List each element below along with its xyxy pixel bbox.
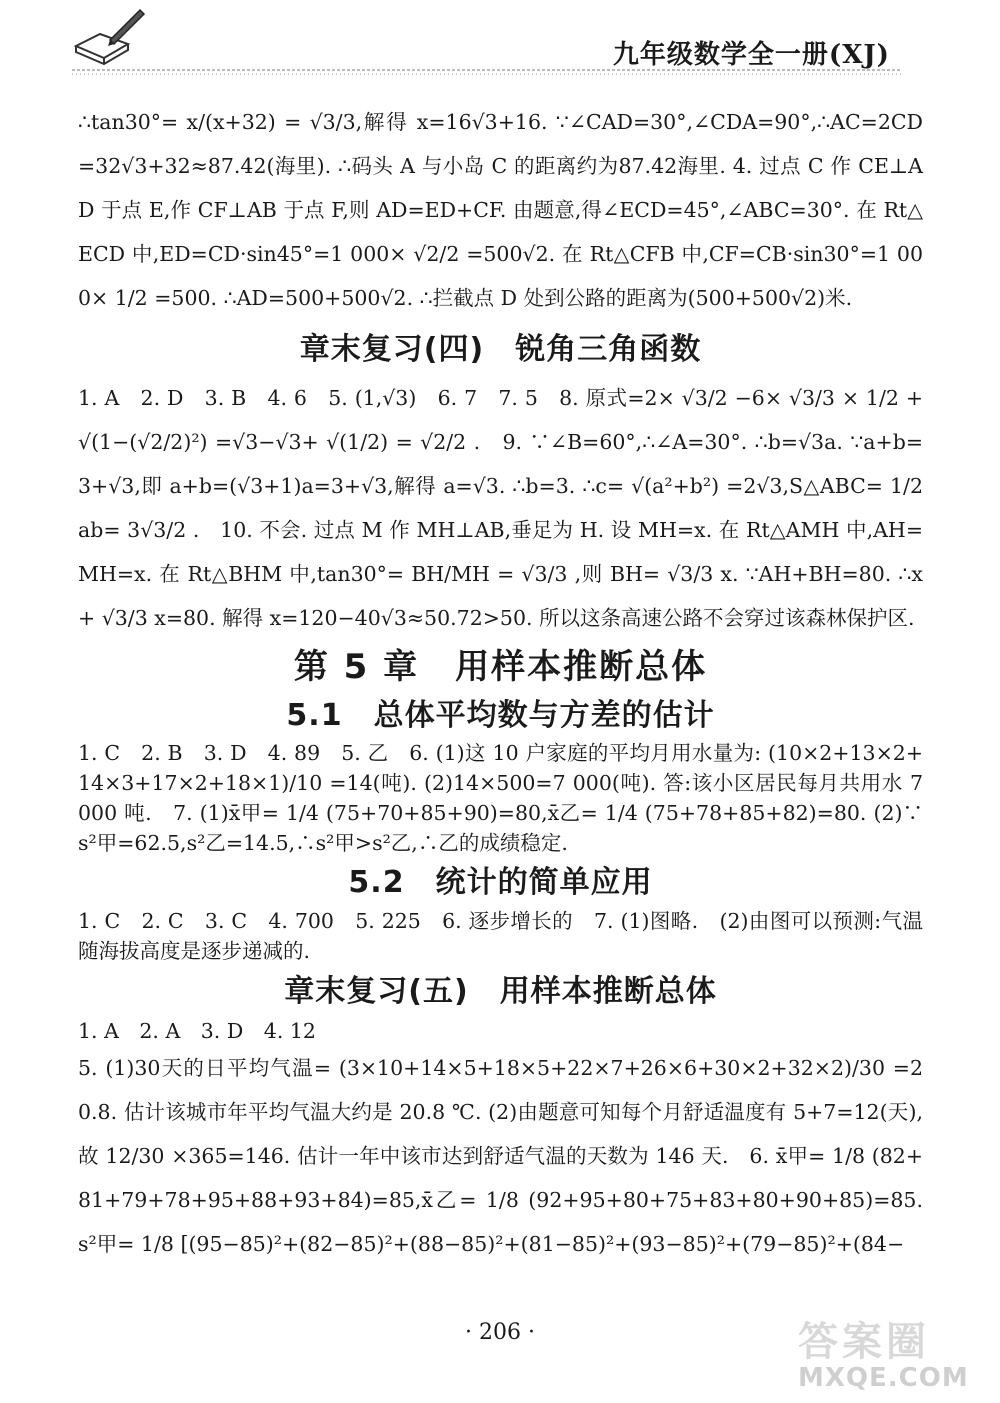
answer-block-review-4: 1. A 2. D 3. B 4. 6 5. (1,√3) 6. 7 7. 5 8. 原式=2× √3/2 −6× √3/3 × 1/2 + √(1−(√2/2)²) =√3−√3+ √(1/2) = √2/2 . 9. ∵∠B=60°,∴∠A=30°. ∴b=√3a. ∵a+b=3+√3,即 a+b=(√3+1)a=3+√3,解得 a=√3. ∴b=3. ∴c= √(a²+b²) =2√3,S△ABC= 1/2 ab= 3√3/2 . 10. 不会. 过点 M 作 MH⊥AB,垂足为 H. 设 MH=x. 在 Rt△AMH 中,AH=MH=x. 在 Rt△BHM 中,tan30°= BH/MH = √3/3 ,则 BH= √3/3 x. ∵AH+BH=80. ∴x+ √3/3 x=80. 解得 x=120−40√3≈50.72>50. 所以这条高速公路不会穿过该森林保护区. [78, 386, 923, 630]
header-title: 九年级数学全一册(XJ) [612, 40, 890, 70]
watermark [798, 1310, 988, 1395]
section-heading-5-1: 5.1 总体平均数与方差的估计 [286, 698, 715, 733]
section-heading-5-2: 5.2 统计的简单应用 [348, 865, 653, 900]
watermark-logo-text: 答案圈 [798, 1319, 930, 1365]
section-heading-review-5: 章末复习(五) 用样本推断总体 [284, 974, 717, 1009]
header-rule [72, 68, 902, 76]
pencil-book-icon [70, 6, 150, 70]
answer-block-ch4-end: ∴tan30°= x/(x+32) = √3/3,解得 x=16√3+16. ∵∠CAD=30°,∠CDA=90°,∴AC=2CD=32√3+32≈87.42(海里). ∴码头 A 与小岛 C 的距离约为87.42海里. 4. 过点 C 作 CE⊥AD 于点 E,作 CF⊥AB 于点 F,则 AD=ED+CF. 由题意,得∠ECD=45°,∠ABC=30°. 在 Rt△ECD 中,ED=CD·sin45°=1 000× √2/2 =500√2. 在 Rt△CFB 中,CF=CB·sin30°=1 000× 1/2 =500. ∴AD=500+500√2. ∴拦截点 D 处到公路的距离为(500+500√2)米. [78, 110, 923, 310]
answer-block-review-5: 5. (1)30天的日平均气温= (3×10+14×5+18×5+22×7+26×6+30×2+32×2)/30 =20.8. 估计该城市年平均气温大约是 20.8 ℃. (2)由题意可知每个月舒适温度有 5+7=12(天),故 12/30 ×365=146. 估计一年中该市达到舒适气温的天数为 146 天. 6. x̄甲= 1/8 (82+81+79+78+95+88+93+84)=85,x̄乙= 1/8 (92+95+80+75+83+80+90+85)=85. s²甲= 1/8 [(95−85)²+(82−85)²+(88−85)²+(81−85)²+(93−85)²+(79−85)²+(84− [78, 1056, 923, 1256]
section-heading-review-4: 章末复习(四) 锐角三角函数 [299, 332, 702, 367]
page-number: · 206 · [465, 1320, 535, 1345]
chapter-heading-5: 第 5 章 用样本推断总体 [293, 647, 708, 687]
answer-block-5-2: 1. C 2. C 3. C 4. 700 5. 225 6. 逐步增长的 7. (1)图略. (2)由图可以预测:气温随海拔高度是逐步递减的. [78, 909, 923, 963]
answer-block-review-5-choices: 1. A 2. A 3. D 4. 12 [78, 1019, 316, 1043]
page-content [78, 100, 923, 1266]
watermark-url: MXQE.COM [798, 1363, 969, 1393]
page-header [0, 0, 1000, 90]
answer-block-5-1: 1. C 2. B 3. D 4. 89 5. 乙 6. (1)这 10 户家庭的平均月用水量为: (10×2+13×2+14×3+17×2+18×1)/10 =14(吨). (2)14×500=7 000(吨). 答:该小区居民每月共用水 7 000 吨. 7. (1)x̄甲= 1/4 (75+70+85+90)=80,x̄乙= 1/4 (75+78+85+82)=80. (2)∵s²甲=62.5,s²乙=14.5,∴s²甲>s²乙,∴乙的成绩稳定. [78, 741, 923, 855]
